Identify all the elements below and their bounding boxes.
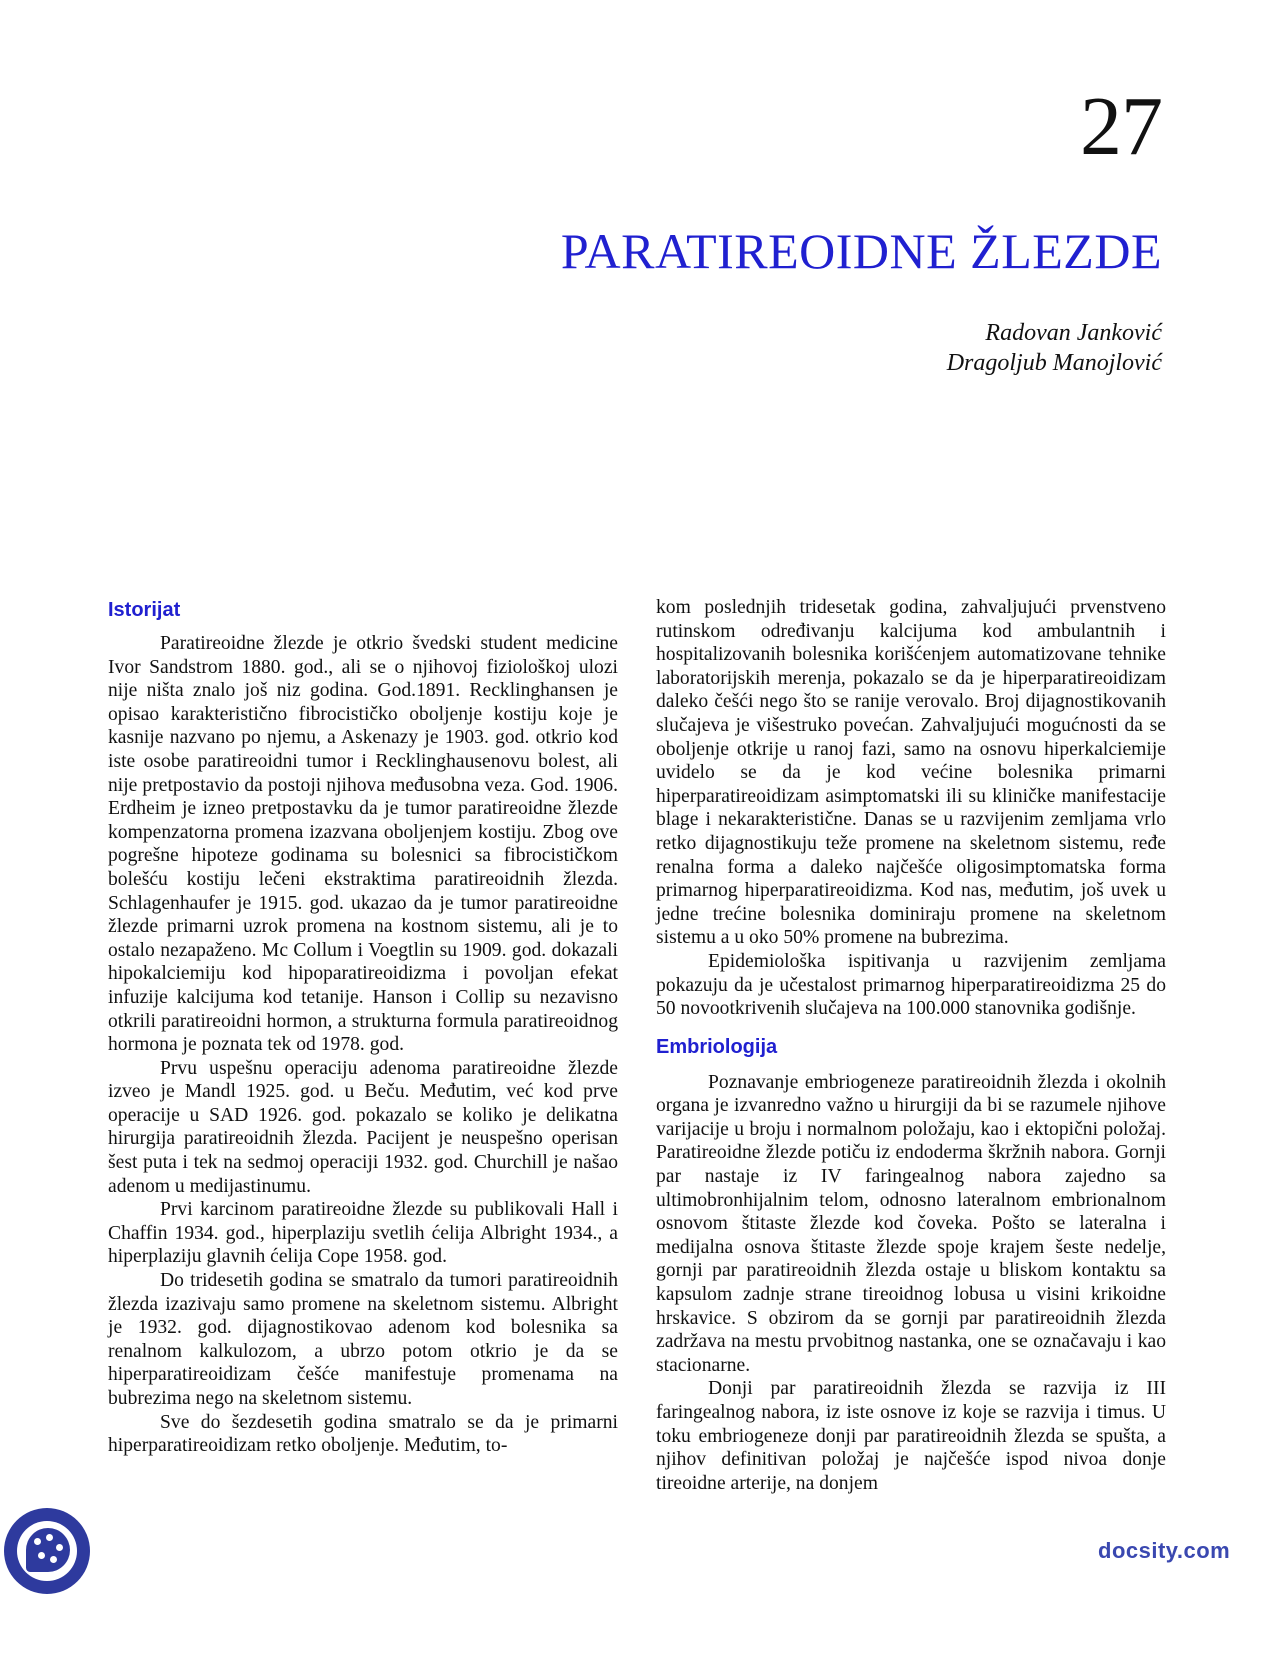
- author-2: Dragoljub Manojlović: [946, 350, 1162, 376]
- chapter-number: 27: [1080, 80, 1162, 173]
- section-heading-istorijat: Istorijat: [108, 599, 181, 621]
- left-column: [108, 598, 618, 1458]
- paragraph: Do tridesetih godina se smatralo da tumori paratireoidnih žlezda izazivaju samo promene na skeletnom sistemu. Albright je 1932. god. dijagnostikovao adenom kod bolesnika sa renalnom kalkulozom, a ubrzo potom otkrio je da se hiperparatireoidizam češće manifestuje promenama na bubrezima nego na skeletnom sistemu.: [108, 1270, 618, 1409]
- author-1: Radovan Janković: [985, 320, 1162, 346]
- section-heading-embriologija: Embriologija: [656, 1035, 778, 1058]
- paragraph: Paratireoidne žlezde je otkrio švedski student medicine Ivor Sandstrom 1880. god., ali se o njihovoj fiziološkoj ulozi nije ništa znalo još niz godina. God.1891. Recklinghansen je opisao karakteristično fibrocističko oboljenje kostiju koje je kasnije nazvano po njemu, a Askenazy je 1903. god. otkrio kod iste osobe paratireoidni tumor i Recklinghausenovu bolest, ali nije pretpostavio da postoji njihova međusobna veza. God. 1906. Erdheim je izneo pretpostavku da je tumor paratireoidne žlezde kompenzatorna promena izazvana oboljenjem kostiju. Zbog ove pogrešne hipoteze godinama su bolesnici sa fibrocističkom bolešću kostiju lečeni ekstraktima paratireoidnih žlezda. Schlagenhaufer je 1915. god. ukazao da je tumor paratireoidne žlezde primarni uzrok promena na kostnom sistemu, ali je to ostalo nezapaženo. Mc Collum i Voegtlin su 1909. god. dokazali hipokalciemiju kod hipoparatireoidizma i povoljan efekat infuzije kalcijuma kod tetanije. Hanson i Collip su nezavisno otkrili paratireoidni hormon, a strukturna formula paratireoidnog hormona je poznata tek od 1978. god.: [108, 633, 618, 1056]
- paragraph-continued: kom poslednjih tridesetak godina, zahvaljujući prvenstveno rutinskom određivanju kalcijuma kod ambulantnih i hospitalizovanih bolesnika korišćenjem automatizovane tehnike laboratorijskih merenja, pokazalo se da je hiperparatireoidizam daleko češći nego što se ranije verovalo. Broj dijagnostikovanih slučajeva je višestruko povećan. Zahvaljujući mogućnosti da se oboljenje otkrije u ranoj fazi, samo na osnovu hiperkalciemije uvidelo se da je kod većine bolesnika primarni hiperparatireoidizam asimptomatski ili su kliničke manifestacije blage i nekarakteristične. Danas se u razvijenim zemljama vrlo retko dijagnostikuju teže promene na skeletnom sistemu, ređe renalna forma a daleko najčešće oligosimptomatska forma primarnog hiperparatireoidizma. Kod nas, međutim, još uvek u jedne trećine bolesnika dominiraju promene na skeletnom sistemu a u oko 50% promene na bubrezima.: [656, 597, 1166, 949]
- paragraph: Sve do šezdesetih godina smatralo se da je primarni hiperparatireoidizam retko oboljenje. Međutim, to-: [108, 1411, 618, 1457]
- authors-block: [947, 318, 1162, 378]
- paragraph: Prvi karcinom paratireoidne žlezde su publikovali Hall i Chaffin 1934. god., hiperplaziju svetlih ćelija Albright 1934., a hiperplaziju glavnih ćelija Cope 1958. god.: [108, 1199, 618, 1268]
- paragraph: Epidemiološka ispitivanja u razvijenim zemljama pokazuju da je učestalost primarnog hiperparatireoidizma 25 do 50 novootkrivenih slučajeva na 100.000 stanovnika godišnje.: [656, 950, 1166, 1020]
- docsity-logo-icon[interactable]: [4, 1508, 90, 1594]
- paragraph: Poznavanje embriogeneze paratireoidnih žlezda i okolnih organa je izvanredno važno u hirurgiji da bi se razumele njihove varijacije u broju i normalnom položaju, kao i ektopični položaj. Paratireoidne žlezde potiču iz endoderma škržnih nabora. Gornji par nastaje iz IV faringealnog nabora zajedno sa ultimobronhijalnim telom, odnosno lateralnom embrionalnom osnovom štitaste žlezde kod čoveka. Pošto se lateralna i medijalna osnova štitaste žlezde spoje krajem šeste nedelje, gornji par paratireoidnih žlezda ostaje u bliskom kontaktu sa kapsulom zadnje strane tireoidnog lobusa u visini krikoidne hrskavice. S obzirom da se gornji par paratireoidnih žlezda zadržava na mestu prvobitnog nastanka, one se označavaju i kao stacionarne.: [656, 1071, 1166, 1376]
- docsity-watermark[interactable]: docsity.com: [1098, 1538, 1231, 1563]
- paragraph: Prvu uspešnu operaciju adenoma paratireoidne žlezde izveo je Mandl 1925. god. u Beču. Međutim, već kod prve operacije u SAD 1926. god. pokazalo se koliko je delikatna hirurgija paratireoidnih žlezda. Pacijent je neuspešno operisan šest puta i tek na sedmoj operaciji 1932. god. Churchill je našao adenom u medijastinumu.: [108, 1057, 618, 1197]
- paragraph: Donji par paratireoidnih žlezda se razvija iz III faringealnog nabora, iz iste osnove iz koje se razvija i timus. U toku embriogeneze donji par paratireoidnih žlezda se spušta, a njihov definitivan položaj je najčešće ispod nivoa donje tireoidne arterije, na donjem: [656, 1378, 1166, 1494]
- chapter-title: PARATIREOIDNE ŽLEZDE: [560, 223, 1162, 279]
- right-column: [656, 596, 1166, 1495]
